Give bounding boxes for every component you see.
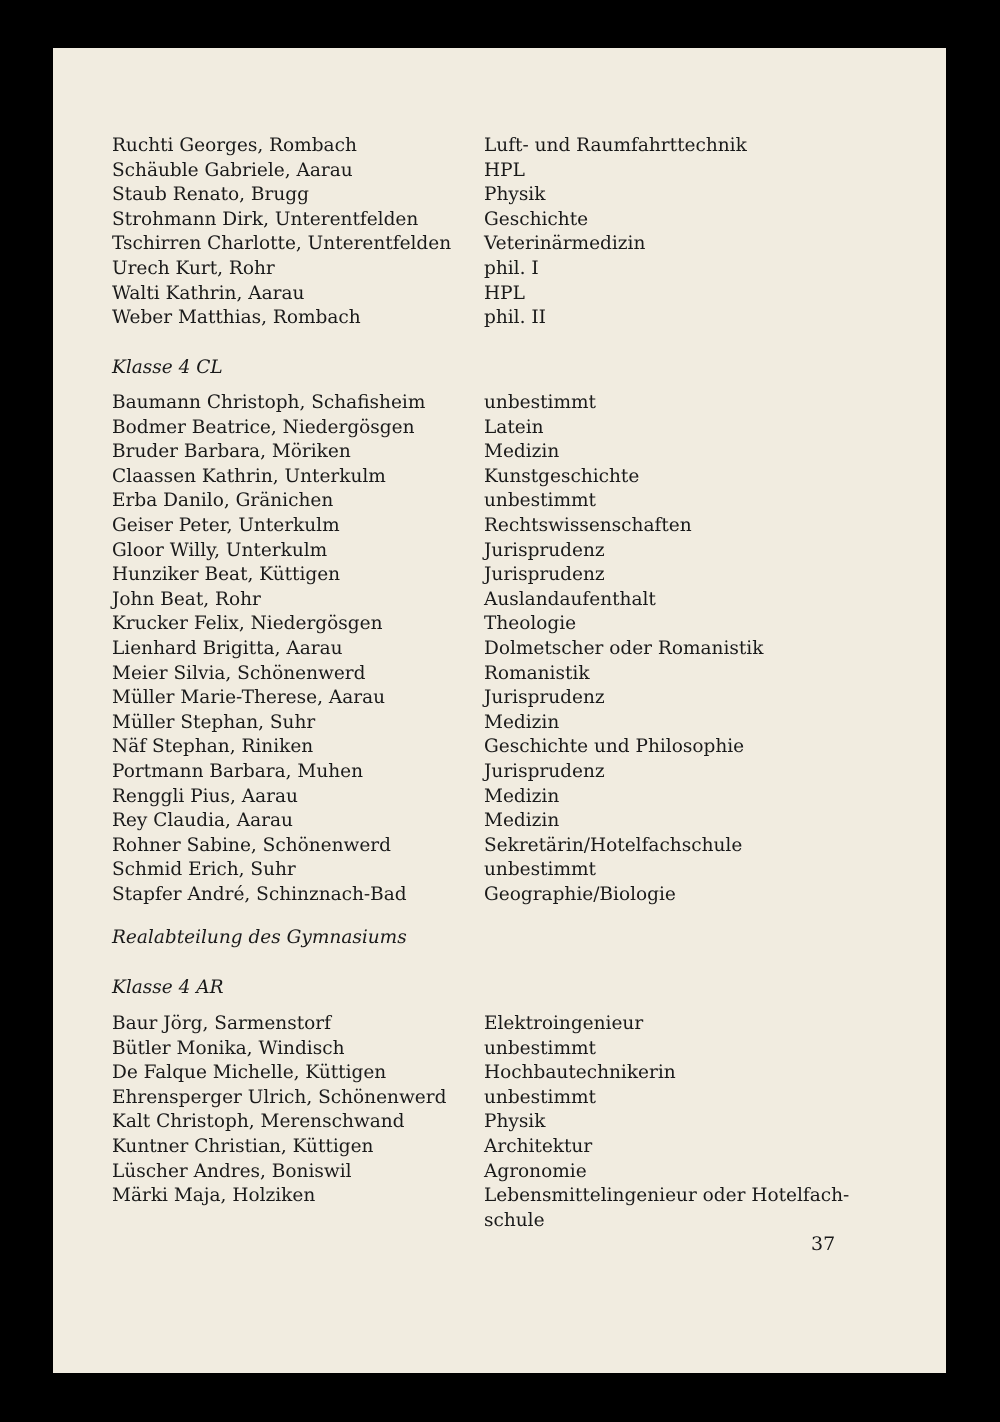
student-name: Stapfer André, Schinznach-Bad [112, 883, 407, 905]
study-field: Geschichte [484, 208, 589, 230]
list-item [53, 539, 946, 564]
study-field: Geschichte und Philosophie [484, 736, 745, 758]
student-name: Kuntner Christian, Küttigen [112, 1135, 374, 1157]
student-name: Kalt Christoph, Merenschwand [112, 1111, 405, 1133]
study-field: Physik [484, 1111, 546, 1133]
list-item [53, 1012, 946, 1037]
study-field: Romanistik [484, 662, 590, 684]
student-name: Tschirren Charlotte, Unterentfelden [112, 233, 452, 255]
page-number: 37 [811, 1233, 836, 1255]
list-item [53, 1209, 946, 1234]
study-field: Auslandaufenthalt [484, 588, 656, 610]
list-item [53, 834, 946, 859]
study-field: HPL [484, 159, 525, 181]
student-name: Bodmer Beatrice, Niedergösgen [112, 416, 415, 438]
student-name: Bruder Barbara, Möriken [112, 441, 351, 463]
student-name: Ehrensperger Ulrich, Schönenwerd [112, 1086, 447, 1108]
student-name: Bütler Monika, Windisch [112, 1037, 345, 1059]
study-field: Luft- und Raumfahrttechnik [484, 135, 747, 156]
study-field: Elektroingenieur [484, 1013, 644, 1034]
student-name: Baur Jörg, Sarmenstorf [112, 1013, 331, 1034]
list-item [53, 588, 946, 613]
study-field: Architektur [484, 1135, 593, 1157]
list-item [53, 760, 946, 785]
study-field: Jurisprudenz [484, 539, 605, 561]
list-item [53, 1135, 946, 1160]
list-item [53, 282, 946, 307]
list-item [53, 612, 946, 637]
list-item [53, 809, 946, 834]
klasse-4ar-list [53, 1012, 946, 1233]
study-field: Jurisprudenz [484, 687, 605, 709]
list-item [53, 1061, 946, 1086]
klasse-4ar-heading: Klasse 4 AR [112, 977, 224, 998]
student-name: Gloor Willy, Unterkulm [112, 539, 328, 561]
study-field: unbestimmt [484, 1086, 596, 1108]
student-name: Claassen Kathrin, Unterkulm [112, 465, 386, 487]
study-field: unbestimmt [484, 392, 596, 413]
student-name: Walti Kathrin, Aarau [112, 282, 305, 304]
list-item [53, 858, 946, 883]
list-item [53, 563, 946, 588]
student-name: Ruchti Georges, Rombach [112, 135, 357, 156]
study-field: Latein [484, 416, 544, 438]
student-name: Lüscher Andres, Boniswil [112, 1160, 352, 1182]
list-item [53, 686, 946, 711]
list-item [53, 489, 946, 514]
list-item [53, 711, 946, 736]
list-item [53, 183, 946, 208]
study-field: unbestimmt [484, 859, 596, 881]
student-name: Erba Danilo, Gränichen [112, 490, 334, 512]
study-field: Medizin [484, 810, 560, 832]
study-field: Medizin [484, 441, 560, 463]
list-item [53, 1037, 946, 1062]
study-field: Rechtswissenschaften [484, 514, 692, 536]
student-name: Schäuble Gabriele, Aarau [112, 159, 353, 181]
student-name: Geiser Peter, Unterkulm [112, 514, 340, 536]
student-name: Rohner Sabine, Schönenwerd [112, 834, 391, 856]
study-field: Lebensmittelingenieur oder Hotelfach- [484, 1185, 850, 1207]
student-name: Portmann Barbara, Muhen [112, 760, 364, 782]
list-item [53, 637, 946, 662]
study-field: unbestimmt [484, 1037, 596, 1059]
study-field: Kunstgeschichte [484, 465, 640, 487]
study-field: phil. I [484, 257, 539, 279]
study-field: Jurisprudenz [484, 564, 605, 586]
student-name: Schmid Erich, Suhr [112, 859, 296, 881]
student-name: Krucker Felix, Niedergösgen [112, 613, 383, 635]
student-name: Märki Maja, Holziken [112, 1185, 316, 1207]
list-item [53, 1086, 946, 1111]
list-item [53, 465, 946, 490]
student-name: Baumann Christoph, Schafisheim [112, 392, 426, 413]
list-item [53, 662, 946, 687]
study-field: Theologie [484, 613, 577, 635]
student-name: Müller Stephan, Suhr [112, 711, 316, 733]
student-name: John Beat, Rohr [112, 588, 261, 610]
study-field: Medizin [484, 785, 560, 807]
list-item [53, 1110, 946, 1135]
klasse-4cl-heading: Klasse 4 CL [112, 357, 223, 378]
list-item [53, 208, 946, 233]
study-field: Veterinärmedizin [484, 233, 646, 255]
realabteilung-heading: Realabteilung des Gymnasiums [112, 927, 407, 948]
list-item [53, 306, 946, 331]
student-name: Weber Matthias, Rombach [112, 307, 361, 329]
list-item [53, 735, 946, 760]
study-field: Jurisprudenz [484, 760, 605, 782]
study-field: Agronomie [484, 1160, 587, 1182]
student-name: De Falque Michelle, Küttigen [112, 1062, 387, 1084]
student-name: Renggli Pius, Aarau [112, 785, 298, 807]
list-item [53, 1184, 946, 1209]
list-item [53, 883, 946, 908]
student-name: Meier Silvia, Schönenwerd [112, 662, 366, 684]
study-field: schule [484, 1209, 545, 1231]
student-name: Näf Stephan, Riniken [112, 736, 314, 758]
student-name: Urech Kurt, Rohr [112, 257, 275, 279]
study-field: Dolmetscher oder Romanistik [484, 637, 764, 659]
study-field: Sekretärin/Hotelfachschule [484, 834, 743, 856]
study-field: unbestimmt [484, 490, 596, 512]
list-item [53, 391, 946, 416]
student-name: Rey Claudia, Aarau [112, 810, 293, 832]
klasse-4cl-list [53, 391, 946, 907]
list-item [53, 785, 946, 810]
list-item [53, 159, 946, 184]
list-item [53, 440, 946, 465]
list-item [53, 257, 946, 282]
study-field: Geographie/Biologie [484, 883, 676, 905]
list-item [53, 1160, 946, 1185]
document-page [53, 48, 946, 1373]
list-item [53, 232, 946, 257]
study-field: HPL [484, 282, 525, 304]
student-name: Hunziker Beat, Küttigen [112, 564, 341, 586]
list-item [53, 514, 946, 539]
list-item [53, 416, 946, 441]
study-field: Hochbautechnikerin [484, 1062, 676, 1084]
student-name: Staub Renato, Brugg [112, 184, 309, 206]
study-field: phil. II [484, 307, 546, 329]
student-name: Strohmann Dirk, Unterentfelden [112, 208, 419, 230]
student-name: Lienhard Brigitta, Aarau [112, 637, 343, 659]
study-field: Medizin [484, 711, 560, 733]
study-field: Physik [484, 184, 546, 206]
student-name: Müller Marie-Therese, Aarau [112, 687, 386, 709]
list-item [53, 134, 946, 159]
top-list [53, 134, 946, 331]
